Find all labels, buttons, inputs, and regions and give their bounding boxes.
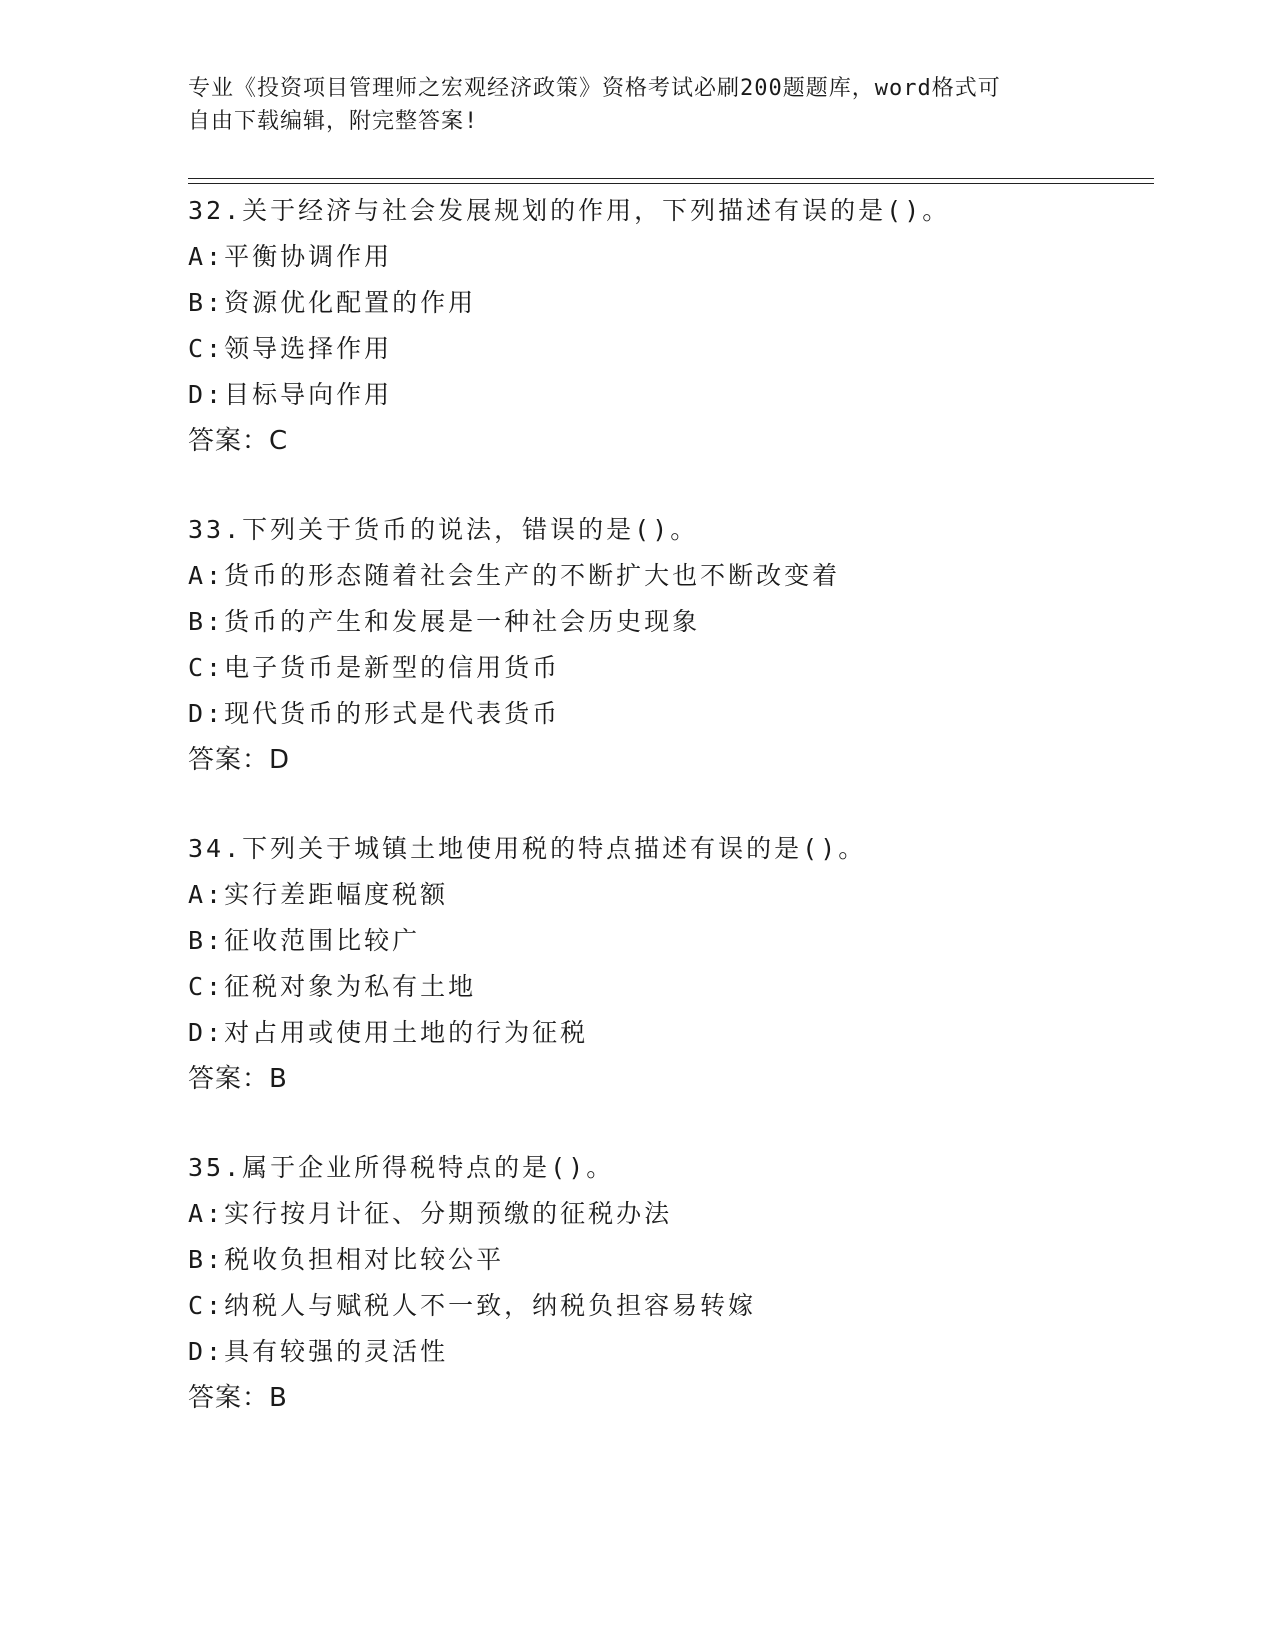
question-33 [188,507,1148,783]
answer-line: 答案：B [188,1064,288,1094]
question-34 [188,826,1148,1102]
option-c: C:领导选择作用 [188,334,393,363]
option-a: A:实行差距幅度税额 [188,880,449,909]
question-stem: 33.下列关于货币的说法，错误的是()。 [188,515,699,544]
option-b: B:资源优化配置的作用 [188,288,477,317]
document-header [188,72,1088,138]
option-d: D:具有较强的灵活性 [188,1337,449,1366]
question-stem: 32.关于经济与社会发展规划的作用，下列描述有误的是()。 [188,196,951,225]
question-35 [188,1145,1148,1421]
option-d: D:对占用或使用土地的行为征税 [188,1018,589,1047]
question-32 [188,188,1148,464]
answer-line: 答案：B [188,1383,288,1413]
option-a: A:实行按月计征、分期预缴的征税办法 [188,1199,673,1228]
option-d: D:目标导向作用 [188,380,393,409]
option-b: B:征收范围比较广 [188,926,421,955]
question-stem: 34.下列关于城镇土地使用税的特点描述有误的是()。 [188,834,867,863]
header-divider-bottom [188,183,1154,184]
option-c: C:征税对象为私有土地 [188,972,477,1001]
option-c: C:纳税人与赋税人不一致，纳税负担容易转嫁 [188,1291,757,1320]
answer-line: 答案：D [188,745,291,775]
header-line-2: 自由下载编辑，附完整答案! [188,109,479,134]
option-d: D:现代货币的形式是代表货币 [188,699,561,728]
option-a: A:平衡协调作用 [188,242,393,271]
question-stem: 35.属于企业所得税特点的是()。 [188,1153,615,1182]
question-list [188,188,1148,1464]
option-c: C:电子货币是新型的信用货币 [188,653,561,682]
header-line-1: 专业《投资项目管理师之宏观经济政策》资格考试必刷200题题库，word格式可 [188,76,1001,101]
option-b: B:税收负担相对比较公平 [188,1245,505,1274]
option-b: B:货币的产生和发展是一种社会历史现象 [188,607,701,636]
answer-line: 答案：C [188,426,289,456]
header-divider-top [188,178,1154,179]
option-a: A:货币的形态随着社会生产的不断扩大也不断改变着 [188,561,841,590]
